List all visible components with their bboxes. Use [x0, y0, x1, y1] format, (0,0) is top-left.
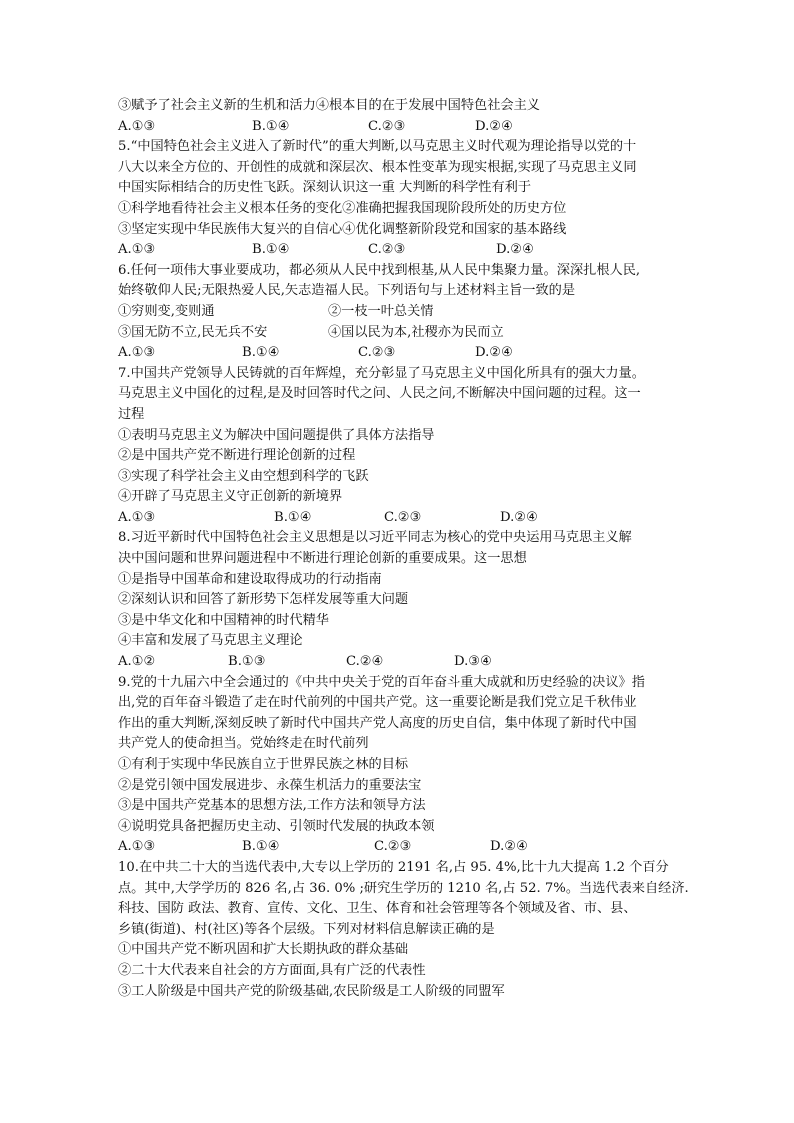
q10-item: ②二十大代表来自社会的方方面面,具有广泛的代表性 — [118, 962, 426, 978]
q8-stem-line: 决中国问题和世界问题进程中不断进行理论创新的重要成果。这一思想 — [118, 551, 527, 567]
q9-item: ②是党引领中国发展进步、永葆生机活力的重要法宝 — [118, 777, 422, 793]
q6-stem-line: 6.任何一项伟大事业要成功，都必须从人民中找到根基,从人民中集聚力量。深深扎根人民, — [118, 262, 641, 278]
q5-option-d: D.②④ — [496, 242, 534, 258]
q10-stem-line: 10.在中共二十大的当选代表中,大专以上学历的 2191 名,占 95. 4%,比十九大提高 1.2 个百分 — [118, 859, 669, 875]
q4-options — [118, 117, 678, 138]
q6-item: ③国无防不立,民无兵不安 — [118, 324, 268, 340]
q9-options — [118, 837, 678, 858]
q4-option-c: C.②③ — [368, 118, 406, 134]
q7-stem-line: 马克思主义中国化的过程,是及时回答时代之问、人民之问,不断解决中国问题的过程。这一 — [118, 386, 641, 402]
q9-item: ④说明党具备把握历史主动、引领时代发展的执政本领 — [118, 818, 435, 834]
q6-item: ④国以民为本,社稷亦为民而立 — [328, 324, 504, 340]
q8-option-b: B.①③ — [228, 654, 266, 670]
q7-item: ②是中国共产党不断进行理论创新的过程 — [118, 448, 356, 464]
q5-option-a: A.①③ — [118, 242, 156, 258]
q5-options — [118, 240, 678, 261]
q7-option-c: C.②③ — [384, 509, 422, 525]
q7-stem-line: 过程 — [118, 406, 145, 422]
q5-stem-line: 中国实际相结合的历史性飞跃。深刻认识这一重 大判断的科学性有利于 — [118, 180, 532, 196]
q9-option-a: A.①③ — [118, 839, 156, 855]
q9-item: ①有利于实现中华民族自立于世界民族之林的目标 — [118, 757, 409, 772]
q8-option-c: C.②④ — [346, 654, 384, 670]
q10-stem-line: 点。其中,大学学历的 826 名,占 36. 0% ;研究生学历的 1210 名,占 52. 7%。当选代表来自经济. — [118, 880, 689, 896]
q6-options — [118, 343, 678, 364]
q8-item: ②深刻认识和回答了新形势下怎样发展等重大问题 — [118, 592, 409, 608]
q7-item: ④开辟了马克思主义守正创新的新境界 — [118, 489, 343, 505]
q10-stem-line: 乡镇(街道)、村(社区)等各个层级。下列对材料信息解读正确的是 — [118, 921, 495, 937]
q6-item: ①穷则变,变则通 — [118, 303, 215, 319]
q7-option-d: D.②④ — [500, 509, 538, 525]
q9-stem-line: 出,党的百年奋斗锻造了走在时代前列的中国共产党。这一重要论断是我们党立足千秋伟业 — [118, 695, 637, 711]
q5-stem-line: 5.“中国特色社会主义进入了新时代”的重大判断,以马克思主义时代观为理论指导以党的十 — [118, 139, 637, 155]
q7-item: ①表明马克思主义为解决中国问题提供了具体方法指导 — [118, 427, 435, 443]
q5-item: ①科学地看待社会主义根本任务的变化②准确把握我国现阶段所处的历史方位 — [118, 200, 567, 216]
q7-options — [118, 508, 678, 529]
q6-option-d: D.②④ — [475, 345, 513, 361]
q8-option-d: D.③④ — [454, 654, 492, 670]
q10-item: ①中国共产党不断巩固和扩大长期执政的群众基础 — [118, 942, 409, 958]
q4-option-d: D.②④ — [475, 118, 513, 134]
q9-stem-line: 9.党的十九届六中全会通过的《中共中央关于党的百年奋斗重大成就和历史经验的决议》指 — [118, 674, 645, 690]
q8-options — [118, 652, 678, 673]
q10-item: ③工人阶级是中国共产党的阶级基础,农民阶级是工人阶级的同盟军 — [118, 983, 505, 999]
q8-item: ④丰富和发展了马克思主义理论 — [118, 633, 303, 649]
q8-stem-line: 8.习近平新时代中国特色社会主义思想是以习近平同志为核心的党中央运用马克思主义解 — [118, 530, 632, 546]
q5-option-b: B.①④ — [252, 242, 290, 258]
q6-option-a: A.①③ — [118, 345, 156, 361]
q4-option-b: B.①④ — [252, 118, 290, 134]
q7-option-b: B.①④ — [274, 509, 312, 525]
q8-item: ③是中华文化和中国精神的时代精华 — [118, 612, 329, 628]
q6-item-row — [118, 323, 678, 344]
q9-option-c: C.②③ — [374, 839, 412, 855]
q4-option-a: A.①③ — [118, 118, 156, 134]
q8-item: ①是指导中国革命和建设取得成功的行动指南 — [118, 571, 382, 587]
exam-page — [118, 96, 689, 1002]
q7-item: ③实现了科学社会主义由空想到科学的飞跃 — [118, 468, 369, 484]
q9-stem-line: 作出的重大判断,深刻反映了新时代中国共产党人高度的历史自信，集中体现了新时代中国 — [118, 715, 637, 731]
q7-stem-line: 7.中国共产党领导人民铸就的百年辉煌，充分彰显了马克思主义中国化所具有的强大力量。 — [118, 365, 645, 381]
q6-item-row — [118, 302, 678, 323]
q8-option-a: A.①② — [118, 654, 156, 670]
q7-option-a: A.①③ — [118, 509, 156, 525]
q5-item: ③坚定实现中华民族伟大复兴的自信心④优化调整新阶段党和国家的基本路线 — [118, 221, 567, 237]
q5-option-c: C.②③ — [368, 242, 406, 258]
q6-option-c: C.②③ — [358, 345, 396, 361]
q6-stem-line: 始终敬仰人民;无限热爱人民,矢志造福人民。下列语句与上述材料主旨一致的是 — [118, 283, 576, 299]
q10-stem-line: 科技、国防 政法、教育、宣传、文化、卫生、体育和社会管理等各个领域及省、市、县、 — [118, 901, 637, 917]
q6-option-b: B.①④ — [242, 345, 280, 361]
q4-continuation: ③赋予了社会主义新的生机和活力④根本目的在于发展中国特色社会主义 — [118, 98, 540, 113]
q6-item: ②一枝一叶总关情 — [328, 303, 434, 319]
q9-stem-line: 共产党人的使命担当。党始终走在时代前列 — [118, 736, 369, 752]
q9-option-b: B.①④ — [242, 839, 280, 855]
q9-option-d: D.②④ — [490, 839, 528, 855]
q9-item: ③是中国共产党基本的思想方法,工作方法和领导方法 — [118, 798, 426, 814]
q5-stem-line: 八大以来全方位的、开创性的成就和深层次、根本性变革为现实根据,实现了马克思主义同 — [118, 159, 637, 175]
